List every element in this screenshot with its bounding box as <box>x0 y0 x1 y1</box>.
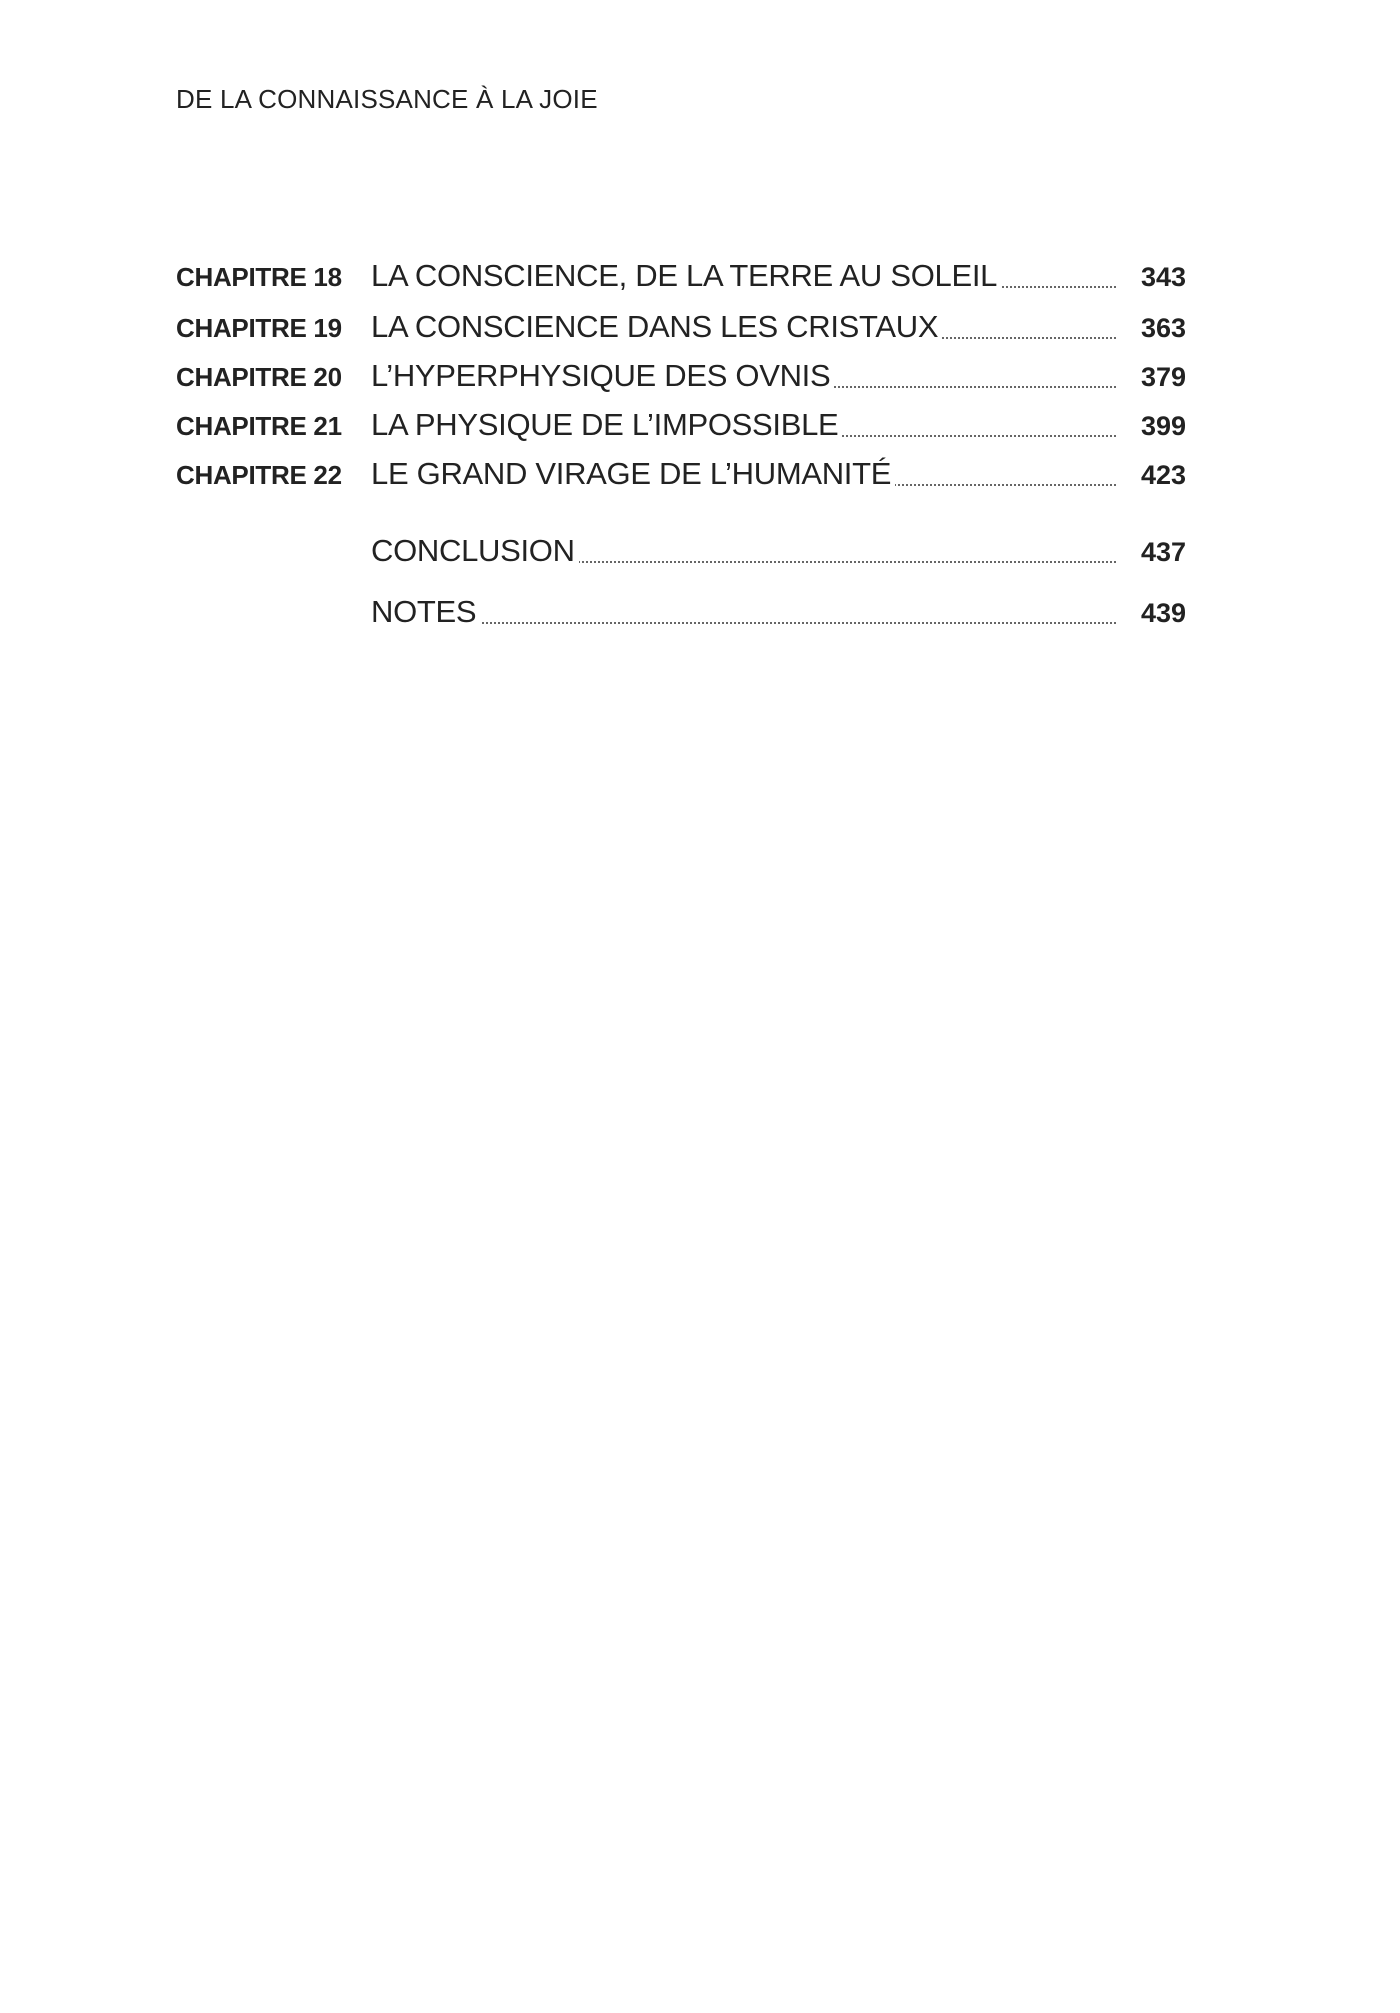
page-number: 379 <box>1140 362 1186 392</box>
section-title: CONCLUSION <box>371 533 579 569</box>
toc-entry-chapter-19[interactable] <box>176 309 1186 349</box>
page-number: 399 <box>1140 411 1186 441</box>
chapter-title: LA CONSCIENCE, DE LA TERRE AU SOLEIL <box>371 258 1001 294</box>
chapter-label: CHAPITRE 18 <box>176 262 342 292</box>
page-number: 439 <box>1140 598 1186 628</box>
toc-entry-chapter-20[interactable] <box>176 358 1186 398</box>
chapter-title: L’HYPERPHYSIQUE DES OVNIS <box>371 358 834 394</box>
chapter-label: CHAPITRE 21 <box>176 411 342 441</box>
chapter-title: LA PHYSIQUE DE L’IMPOSSIBLE <box>371 407 842 443</box>
chapter-title: LE GRAND VIRAGE DE L’HUMANITÉ <box>371 456 895 492</box>
running-header: DE LA CONNAISSANCE À LA JOIE <box>176 84 598 114</box>
page-number: 423 <box>1140 460 1186 490</box>
chapter-label: CHAPITRE 20 <box>176 362 342 392</box>
toc-entry-chapter-18[interactable] <box>176 258 1186 298</box>
page-number: 343 <box>1140 262 1186 292</box>
section-title: NOTES <box>371 594 480 630</box>
toc-entry-conclusion[interactable] <box>176 533 1186 573</box>
page-number: 363 <box>1140 313 1186 343</box>
chapter-label: CHAPITRE 19 <box>176 313 342 343</box>
toc-entry-chapter-21[interactable] <box>176 407 1186 447</box>
toc-entry-notes[interactable] <box>176 594 1186 634</box>
chapter-label: CHAPITRE 22 <box>176 460 342 490</box>
toc-entry-chapter-22[interactable] <box>176 456 1186 496</box>
chapter-title: LA CONSCIENCE DANS LES CRISTAUX <box>371 309 942 345</box>
page-number: 437 <box>1140 537 1186 567</box>
dot-leader <box>371 622 1116 624</box>
